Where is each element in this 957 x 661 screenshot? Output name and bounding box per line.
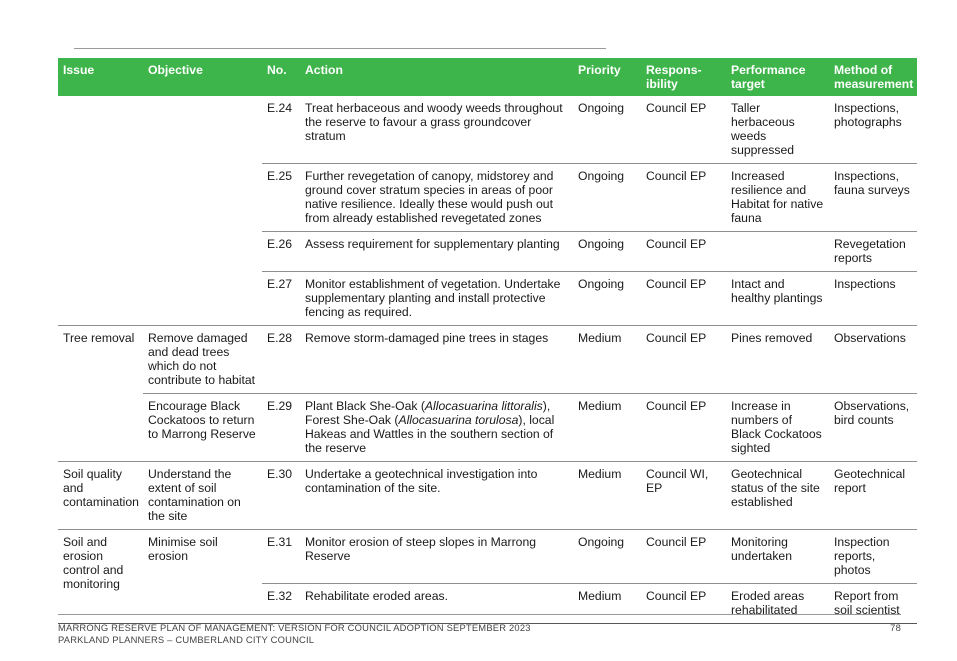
action-text: Rehabilitate eroded areas. bbox=[300, 584, 573, 624]
table-header-row bbox=[58, 58, 917, 96]
action-text: Assess requirement for supplementary planting bbox=[300, 232, 573, 272]
action-no: E.32 bbox=[262, 584, 300, 624]
issue-cell bbox=[58, 96, 143, 326]
header-method: Method of measurement bbox=[829, 58, 917, 96]
target-cell: Taller herbaceous weeds suppressed bbox=[726, 96, 829, 164]
issue-cell: Tree removal bbox=[58, 326, 143, 462]
target-cell: Intact and healthy plantings bbox=[726, 272, 829, 326]
target-cell: Eroded areas rehabilitated bbox=[726, 584, 829, 624]
action-no: E.26 bbox=[262, 232, 300, 272]
priority-cell: Ongoing bbox=[573, 232, 641, 272]
header-no: No. bbox=[262, 58, 300, 96]
method-cell: Revegetation reports bbox=[829, 232, 917, 272]
action-no: E.29 bbox=[262, 394, 300, 462]
priority-cell: Medium bbox=[573, 326, 641, 394]
footer-document-title: MARRONG RESERVE PLAN OF MANAGEMENT: VERSION FOR COUNCIL ADOPTION SEPTEMBER 2023 bbox=[58, 622, 531, 633]
responsibility-cell: Council EP bbox=[641, 394, 726, 462]
responsibility-cell: Council EP bbox=[641, 232, 726, 272]
method-cell: Inspections, fauna surveys bbox=[829, 164, 917, 232]
priority-cell: Ongoing bbox=[573, 164, 641, 232]
method-cell: Observations bbox=[829, 326, 917, 394]
responsibility-cell: Council EP bbox=[641, 164, 726, 232]
action-no: E.27 bbox=[262, 272, 300, 326]
action-text-part: ), Forest She-Oak ( bbox=[305, 399, 551, 427]
footer-author: PARKLAND PLANNERS – CUMBERLAND CITY COUNCIL bbox=[58, 634, 315, 645]
table-row bbox=[58, 394, 917, 462]
table-row bbox=[58, 96, 917, 164]
priority-cell: Ongoing bbox=[573, 530, 641, 584]
action-no: E.28 bbox=[262, 326, 300, 394]
action-text-part: Plant Black She-Oak ( bbox=[305, 399, 425, 413]
page-footer bbox=[58, 622, 901, 646]
action-text: Monitor erosion of steep slopes in Marrong Reserve bbox=[300, 530, 573, 584]
objective-cell: Understand the extent of soil contamination on the site bbox=[143, 462, 262, 530]
action-text: Further revegetation of canopy, midstorey and ground cover stratum species in areas of poor native resilience. Ideally these would push out from already established revegetated zones bbox=[300, 164, 573, 232]
priority-cell: Medium bbox=[573, 394, 641, 462]
method-cell: Report from soil scientist bbox=[829, 584, 917, 624]
action-text: Treat herbaceous and woody weeds throughout the reserve to favour a grass groundcover stratum bbox=[300, 96, 573, 164]
target-cell: Increase in numbers of Black Cockatoos sighted bbox=[726, 394, 829, 462]
method-cell: Observations, bird counts bbox=[829, 394, 917, 462]
header-performance-target: Performance target bbox=[726, 58, 829, 96]
priority-cell: Medium bbox=[573, 584, 641, 624]
method-cell: Geotechnical report bbox=[829, 462, 917, 530]
header-responsibility: Respons-ibility bbox=[641, 58, 726, 96]
priority-cell: Ongoing bbox=[573, 272, 641, 326]
responsibility-cell: Council EP bbox=[641, 326, 726, 394]
action-text: Undertake a geotechnical investigation into contamination of the site. bbox=[300, 462, 573, 530]
issue-cell: Soil quality and contamination bbox=[58, 462, 143, 530]
target-cell: Geotechnical status of the site established bbox=[726, 462, 829, 530]
top-rule bbox=[74, 48, 606, 49]
table-row bbox=[58, 326, 917, 394]
method-cell: Inspections, photographs bbox=[829, 96, 917, 164]
responsibility-cell: Council EP bbox=[641, 272, 726, 326]
action-no: E.31 bbox=[262, 530, 300, 584]
action-no: E.30 bbox=[262, 462, 300, 530]
management-action-table bbox=[58, 58, 917, 624]
header-action: Action bbox=[300, 58, 573, 96]
responsibility-cell: Council EP bbox=[641, 530, 726, 584]
table-row bbox=[58, 462, 917, 530]
objective-cell: Minimise soil erosion bbox=[143, 530, 262, 624]
footer-rule bbox=[58, 614, 901, 615]
target-cell: Monitoring undertaken bbox=[726, 530, 829, 584]
header-issue: Issue bbox=[58, 58, 143, 96]
species-name: Allocasuarina torulosa bbox=[398, 413, 519, 427]
action-text: Remove storm-damaged pine trees in stages bbox=[300, 326, 573, 394]
objective-cell: Remove damaged and dead trees which do not contribute to habitat bbox=[143, 326, 262, 394]
target-cell: Increased resilience and Habitat for native fauna bbox=[726, 164, 829, 232]
issue-cell: Soil and erosion control and monitoring bbox=[58, 530, 143, 624]
responsibility-cell: Council EP bbox=[641, 96, 726, 164]
method-cell: Inspection reports, photos bbox=[829, 530, 917, 584]
method-cell: Inspections bbox=[829, 272, 917, 326]
table-row bbox=[58, 530, 917, 584]
objective-cell bbox=[143, 96, 262, 326]
species-name: Allocasuarina littoralis bbox=[424, 399, 543, 413]
action-text bbox=[300, 394, 573, 462]
header-objective: Objective bbox=[143, 58, 262, 96]
action-no: E.25 bbox=[262, 164, 300, 232]
target-cell: Pines removed bbox=[726, 326, 829, 394]
responsibility-cell: Council EP bbox=[641, 584, 726, 624]
priority-cell: Medium bbox=[573, 462, 641, 530]
responsibility-cell: Council WI, EP bbox=[641, 462, 726, 530]
action-no: E.24 bbox=[262, 96, 300, 164]
action-text: Monitor establishment of vegetation. Undertake supplementary planting and install protective fencing as required. bbox=[300, 272, 573, 326]
page-number: 78 bbox=[890, 622, 901, 633]
priority-cell: Ongoing bbox=[573, 96, 641, 164]
target-cell bbox=[726, 232, 829, 272]
objective-cell: Encourage Black Cockatoos to return to Marrong Reserve bbox=[143, 394, 262, 462]
action-text-part: ), local Hakeas and Wattles in the southern section of the reserve bbox=[305, 413, 555, 455]
header-priority: Priority bbox=[573, 58, 641, 96]
